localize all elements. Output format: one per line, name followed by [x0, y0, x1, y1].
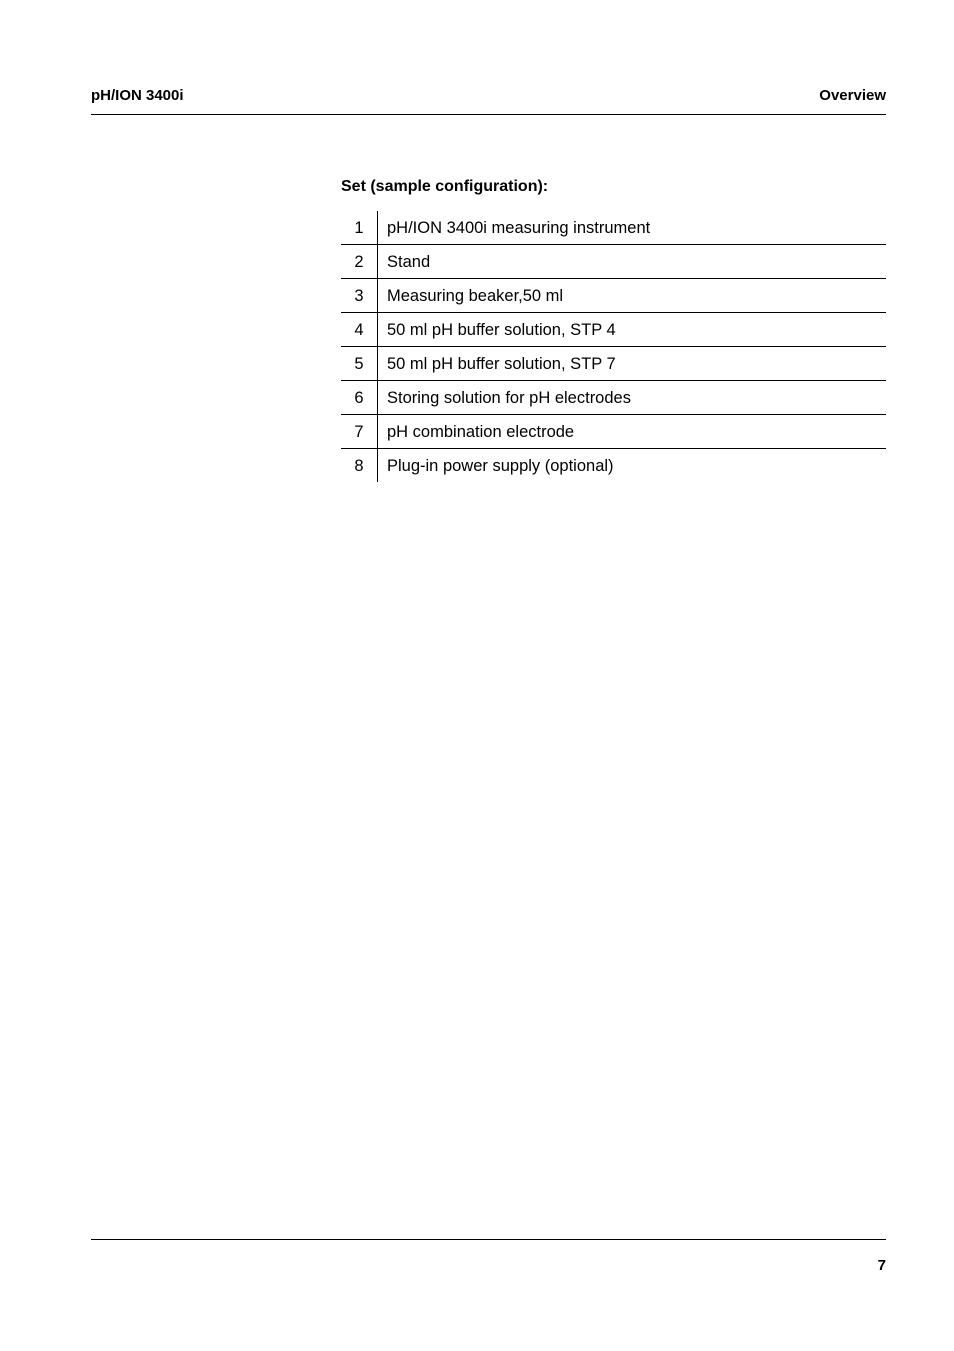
- item-description: Storing solution for pH electrodes: [378, 381, 887, 415]
- table-row: [341, 381, 886, 415]
- item-description: Measuring beaker,50 ml: [378, 279, 887, 313]
- item-number: 3: [341, 279, 378, 313]
- item-number: 8: [341, 449, 378, 483]
- item-number: 7: [341, 415, 378, 449]
- item-number: 6: [341, 381, 378, 415]
- item-description: 50 ml pH buffer solution, STP 4: [378, 313, 887, 347]
- page-header: [91, 86, 886, 115]
- header-section-name: Overview: [819, 87, 886, 104]
- item-number: 5: [341, 347, 378, 381]
- item-description: Plug-in power supply (optional): [378, 449, 887, 483]
- header-product-name: pH/ION 3400i: [91, 87, 184, 104]
- table-row: [341, 279, 886, 313]
- item-number: 1: [341, 211, 378, 245]
- item-description: Stand: [378, 245, 887, 279]
- table-row: [341, 347, 886, 381]
- table-row: [341, 449, 886, 483]
- table-row: [341, 245, 886, 279]
- item-description: 50 ml pH buffer solution, STP 7: [378, 347, 887, 381]
- page-number: 7: [877, 1257, 886, 1274]
- parts-table: [341, 211, 886, 482]
- table-row: [341, 211, 886, 245]
- footer-divider: [91, 1239, 886, 1240]
- item-number: 2: [341, 245, 378, 279]
- item-number: 4: [341, 313, 378, 347]
- table-row: [341, 415, 886, 449]
- section-title: Set (sample configuration):: [341, 178, 549, 195]
- table-row: [341, 313, 886, 347]
- item-description: pH combination electrode: [378, 415, 887, 449]
- item-description: pH/ION 3400i measuring instrument: [387, 218, 651, 237]
